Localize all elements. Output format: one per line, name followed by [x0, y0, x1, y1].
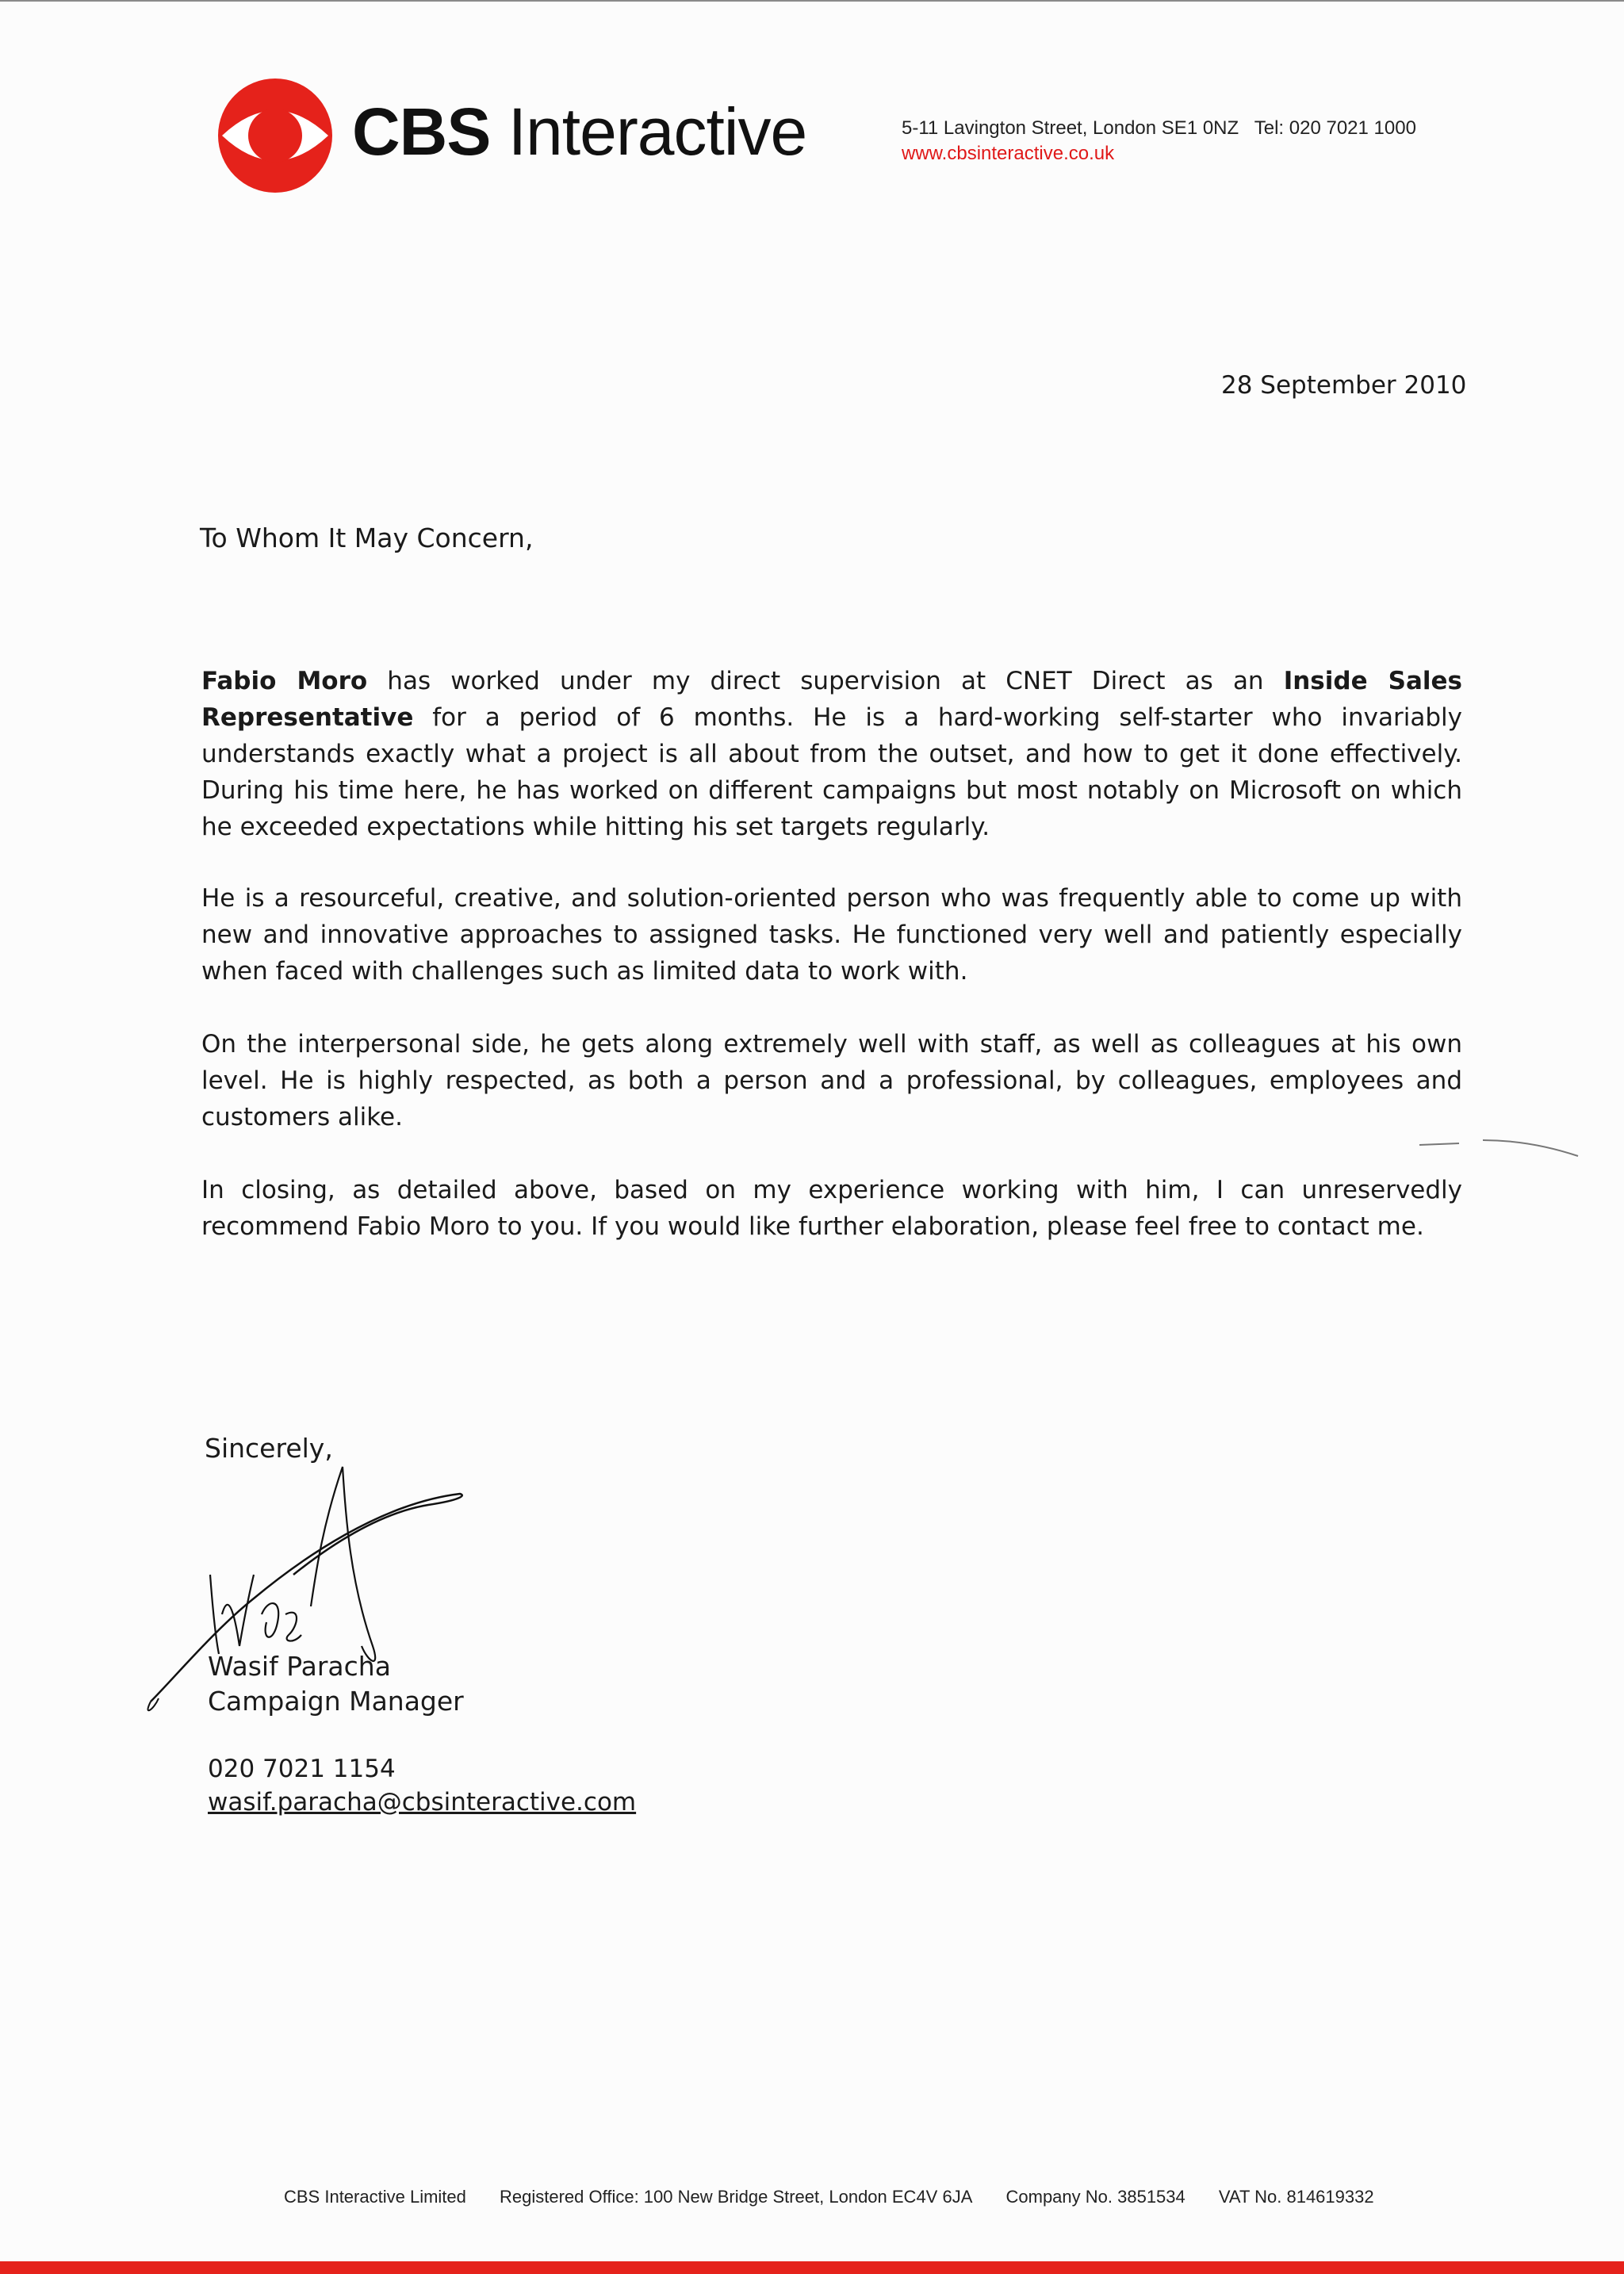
- footer-vat-number: VAT No. 814619332: [1218, 2187, 1374, 2207]
- footer-brand-bar: [0, 2261, 1624, 2274]
- footer-company-number: Company No. 3851534: [1005, 2187, 1185, 2207]
- footer-company: CBS Interactive Limited: [284, 2187, 466, 2207]
- footer-registered-office: Registered Office: 100 New Bridge Street, London EC4V 6JA: [500, 2187, 973, 2207]
- scan-top-edge: [0, 0, 1624, 2]
- closing: Sincerely,: [205, 1433, 333, 1464]
- cbs-eye-logo-icon: [216, 76, 335, 195]
- body-paragraph-4: In closing, as detailed above, based on my experience working with him, I can unreservedly recommend Fabio Moro to you. If you would like further elaboration, please feel free to contact me.: [201, 1176, 1462, 1241]
- letter-footer: [284, 2185, 1403, 2209]
- company-logo-wordmark: CBS Interactive: [352, 94, 807, 169]
- letterhead-website-link[interactable]: www.cbsinteractive.co.uk: [902, 143, 1115, 164]
- signatory-phone: 020 7021 1154: [208, 1755, 396, 1783]
- candidate-name: Fabio Moro: [201, 667, 368, 695]
- salutation: To Whom It May Concern,: [200, 523, 534, 553]
- signatory-email-link[interactable]: wasif.paracha@cbsinteractive.com: [208, 1788, 637, 1817]
- signatory-name: Wasif Paracha: [208, 1651, 391, 1682]
- stray-pen-mark: [1396, 1129, 1586, 1161]
- body-paragraph-1: Fabio Moro has worked under my direct supervision at CNET Direct as an Inside Sales Representative for a period of 6 months. He is a hard-working self-starter who invariably understands exactly what a project is all about from the outset, and how to get it done effectively. During his time here, he has worked on different campaigns but most notably on Microsoft on which he exceeded expectations while hitting his set targets regularly.: [201, 667, 1462, 841]
- body-paragraph-3: On the interpersonal side, he gets along extremely well with staff, as well as colleagues at his own level. He is highly respected, as both a person and a professional, by colleagues, employees and customers alike.: [201, 1030, 1462, 1131]
- letterhead-address: 5-11 Lavington Street, London SE1 0NZ Tel: 020 7021 1000: [902, 117, 1416, 139]
- letterhead-contact: [902, 116, 1416, 167]
- letter-date: 28 September 2010: [1221, 371, 1467, 400]
- job-role: Inside Sales Representative: [201, 667, 1462, 732]
- body-paragraph-2: He is a resourceful, creative, and solution-oriented person who was frequently able to come up with new and innovative approaches to assigned tasks. He functioned very well and patiently especially when faced with challenges such as limited data to work with.: [201, 884, 1462, 986]
- signatory-title: Campaign Manager: [208, 1686, 464, 1717]
